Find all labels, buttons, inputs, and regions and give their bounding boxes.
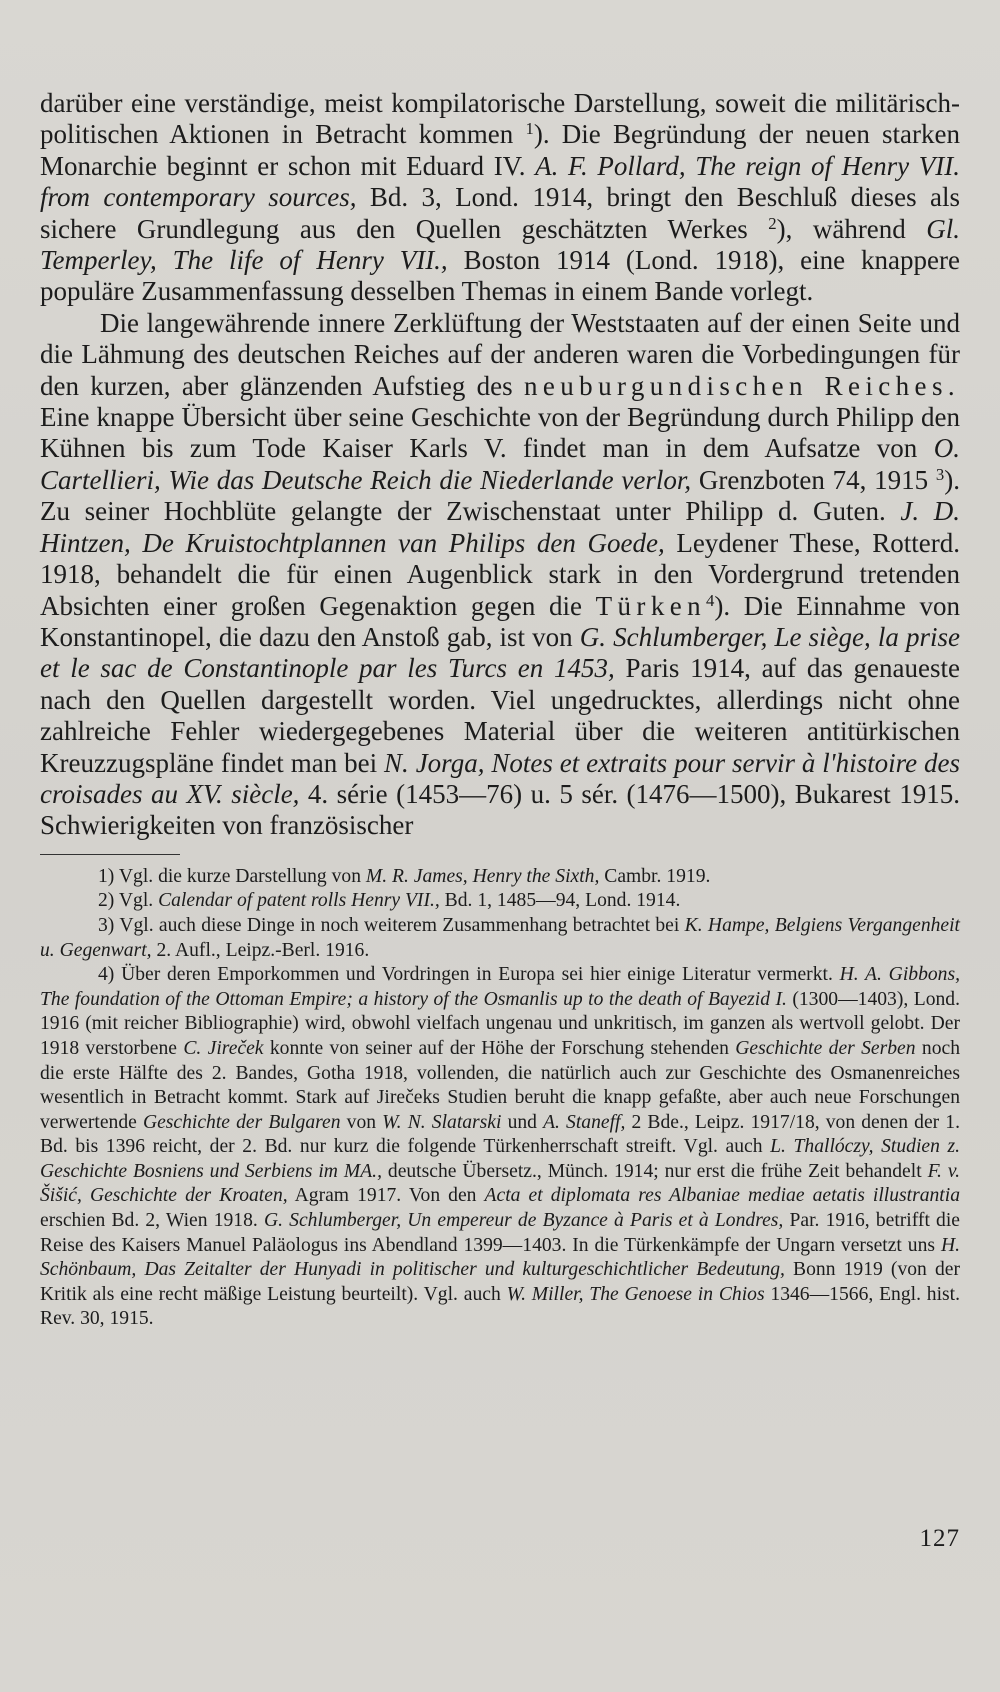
footnote-ref: 4 — [706, 590, 715, 610]
citation: Gl. Temperley, The life of Henry VII., — [40, 213, 960, 276]
footnote-ref: 3 — [935, 464, 945, 484]
emphasis-spaced: Türken — [595, 590, 707, 621]
paragraph: darüber eine verständige, meist kompilatorische Darstellung, soweit die militärisch-politischen Aktionen in Betracht kommen $^1$). Die Begründung der neuen starken Monarchie beginnt er schon mit Eduard IV. A. F. Pollard, The reign of Henry VII. from contemporary sources, Bd. 3, Lond. 1914, bringt den Beschluß dieses als sichere Grundlegung aus den Quellen geschätzten Werkes $^2$), während Gl. Temperley, The life of Henry VII., Boston 1914 (Lond. 1918), eine knappere populäre Zusammenfassung desselben Themas in einem Bande vorlegt. — [40, 88, 961, 307]
citation: N. Jorga, Notes et extraits pour servir à l'histoire des croisades au XV. siècle, — [40, 747, 960, 809]
citation: A. F. Pollard, The reign of Henry VII. from contemporary sources, — [40, 150, 960, 213]
footnote-2: 2) Vgl. Calendar of patent rolls Henry VII., Bd. 1, 1485—94, Lond. 1914. — [98, 890, 681, 912]
footnotes — [40, 865, 960, 1332]
page-number: 127 — [919, 1525, 960, 1552]
footnote-4: 4) Über deren Emporkommen und Vordringen in Europa sei hier einige Literatur vermerkt. H. A. Gibbons, The foundation of the Ottoman Empire; a history of the Osmanlis up to the death of Bayezid I. (1300—1403), Lond. 1916 (mit reicher Bibliographie) wird, obwohl vielfach ungenau und unkritisch, im ganzen als wertvoll gelobt. Der 1918 verstorbene C. Jireček konnte von seiner auf der Höhe der Forschung stehenden Geschichte der Serben noch die erste Hälfte des 2. Bandes, Gotha 1918, vollenden, die natürlich auch zur Geschichte des Osmanenreiches wesentlich in Betracht kommt. Stark auf Jirečeks Studien beruht die knapp gefaßte, aber auch neue Forschungen verwertende Geschichte der Bulgaren von W. N. Slatarski und A. Staneff, 2 Bde., Leipz. 1917/18, von denen der 1. Bd. bis 1396 reicht, der 2. Bd. nur kurz die folgende Türkenherrschaft streift. Vgl. auch L. Thallóczy, Studien z. Geschichte Bosniens und Serbiens im MA., deutsche Übersetz., Münch. 1914; nur erst die frühe Zeit behandelt F. v. Šišić, Geschichte der Kroaten, Agram 1917. Von den Acta et diplomata res Albaniae mediae aetatis illustrantia erschien Bd. 2, Wien 1918. G. Schlumberger, Un empereur de Byzance à Paris et à Londres, Par. 1916, betrifft die Reise des Kaisers Manuel Paläologus ins Abendland 1399—1403. In die Türkenkämpfe der Ungarn versetzt uns H. Schönbaum, Das Zeitalter der Hunyadi in politischer und kulturgeschichtlicher Bedeutung, Bonn 1919 (von der Kritik als eine recht mäßige Leistung beurteilt). Vgl. auch W. Miller, The Genoese in Chios 1346—1566, Engl. hist. Rev. 30, 1915. — [40, 964, 960, 1330]
footnote-3: 3) Vgl. auch diese Dinge in noch weiterem Zusammenhang betrachtet bei K. Hampe, Belgiens Vergangenheit u. Gegenwart, 2. Aufl., Leipz.-Berl. 1916. — [40, 914, 961, 961]
emphasis-spaced: neuburgundischen Reiches. — [524, 370, 961, 401]
footnote-ref: 2 — [768, 213, 777, 233]
paragraph: Die langewährende innere Zerklüftung der Weststaaten auf der einen Seite und die Lähmung des deutschen Reiches auf der anderen waren die Vorbedingungen für den kurzen, aber glänzenden Aufstieg des neuburgundischen Reiches. Eine knappe Übersicht über seine Geschichte von der Begründung durch Philipp den Kühnen bis zum Tode Kaiser Karls V. findet man in dem Aufsatze von O. Cartellieri, Wie das Deutsche Reich die Niederlande verlor, Grenzboten 74, 1915 $^3$). Zu seiner Hochblüte gelangte der Zwischenstaat unter Philipp d. Guten. J. D. Hintzen, De Kruistochtplannen van Philips den Goede, Leydener These, Rotterd. 1918, behandelt die für einen Augenblick stark in den Vordergrund tretenden Absichten einer großen Gegenaktion gegen die Türken$^4$). Die Einnahme von Konstantinopel, die dazu den Anstoß gab, ist von G. Schlumberger, Le siège, la prise et le sac de Constantinople par les Turcs en 1453, Paris 1914, auf das genaueste nach den Quellen dargestellt worden. Viel ungedrucktes, allerdings nicht ohne zahlreiche Fehler wiedergegebenes Material über die weiteren antitürkischen Kreuzzugspläne findet man bei N. Jorga, Notes et extraits pour servir à l'histoire des croisades au XV. siècle, 4. série (1453—76) u. 5 sér. (1476—1500), Bukarest 1915. Schwierigkeiten von französischer — [40, 307, 961, 841]
footnote-divider — [40, 854, 180, 855]
citation: J. D. Hintzen, De Kruistochtplannen van Philips den Goede, — [40, 496, 960, 558]
citation: G. Schlumberger, Le siège, la prise et le sac de Constantinople par les Turcs en 1453, — [40, 621, 960, 684]
main-text — [40, 88, 960, 842]
footnote-1: 1) Vgl. die kurze Darstellung von M. R. James, Henry the Sixth, Cambr. 1919. — [98, 865, 711, 887]
footnote-ref: 1 — [525, 119, 534, 139]
citation: O. Cartellieri, Wie das Deutsche Reich die Niederlande verlor, — [40, 433, 960, 495]
